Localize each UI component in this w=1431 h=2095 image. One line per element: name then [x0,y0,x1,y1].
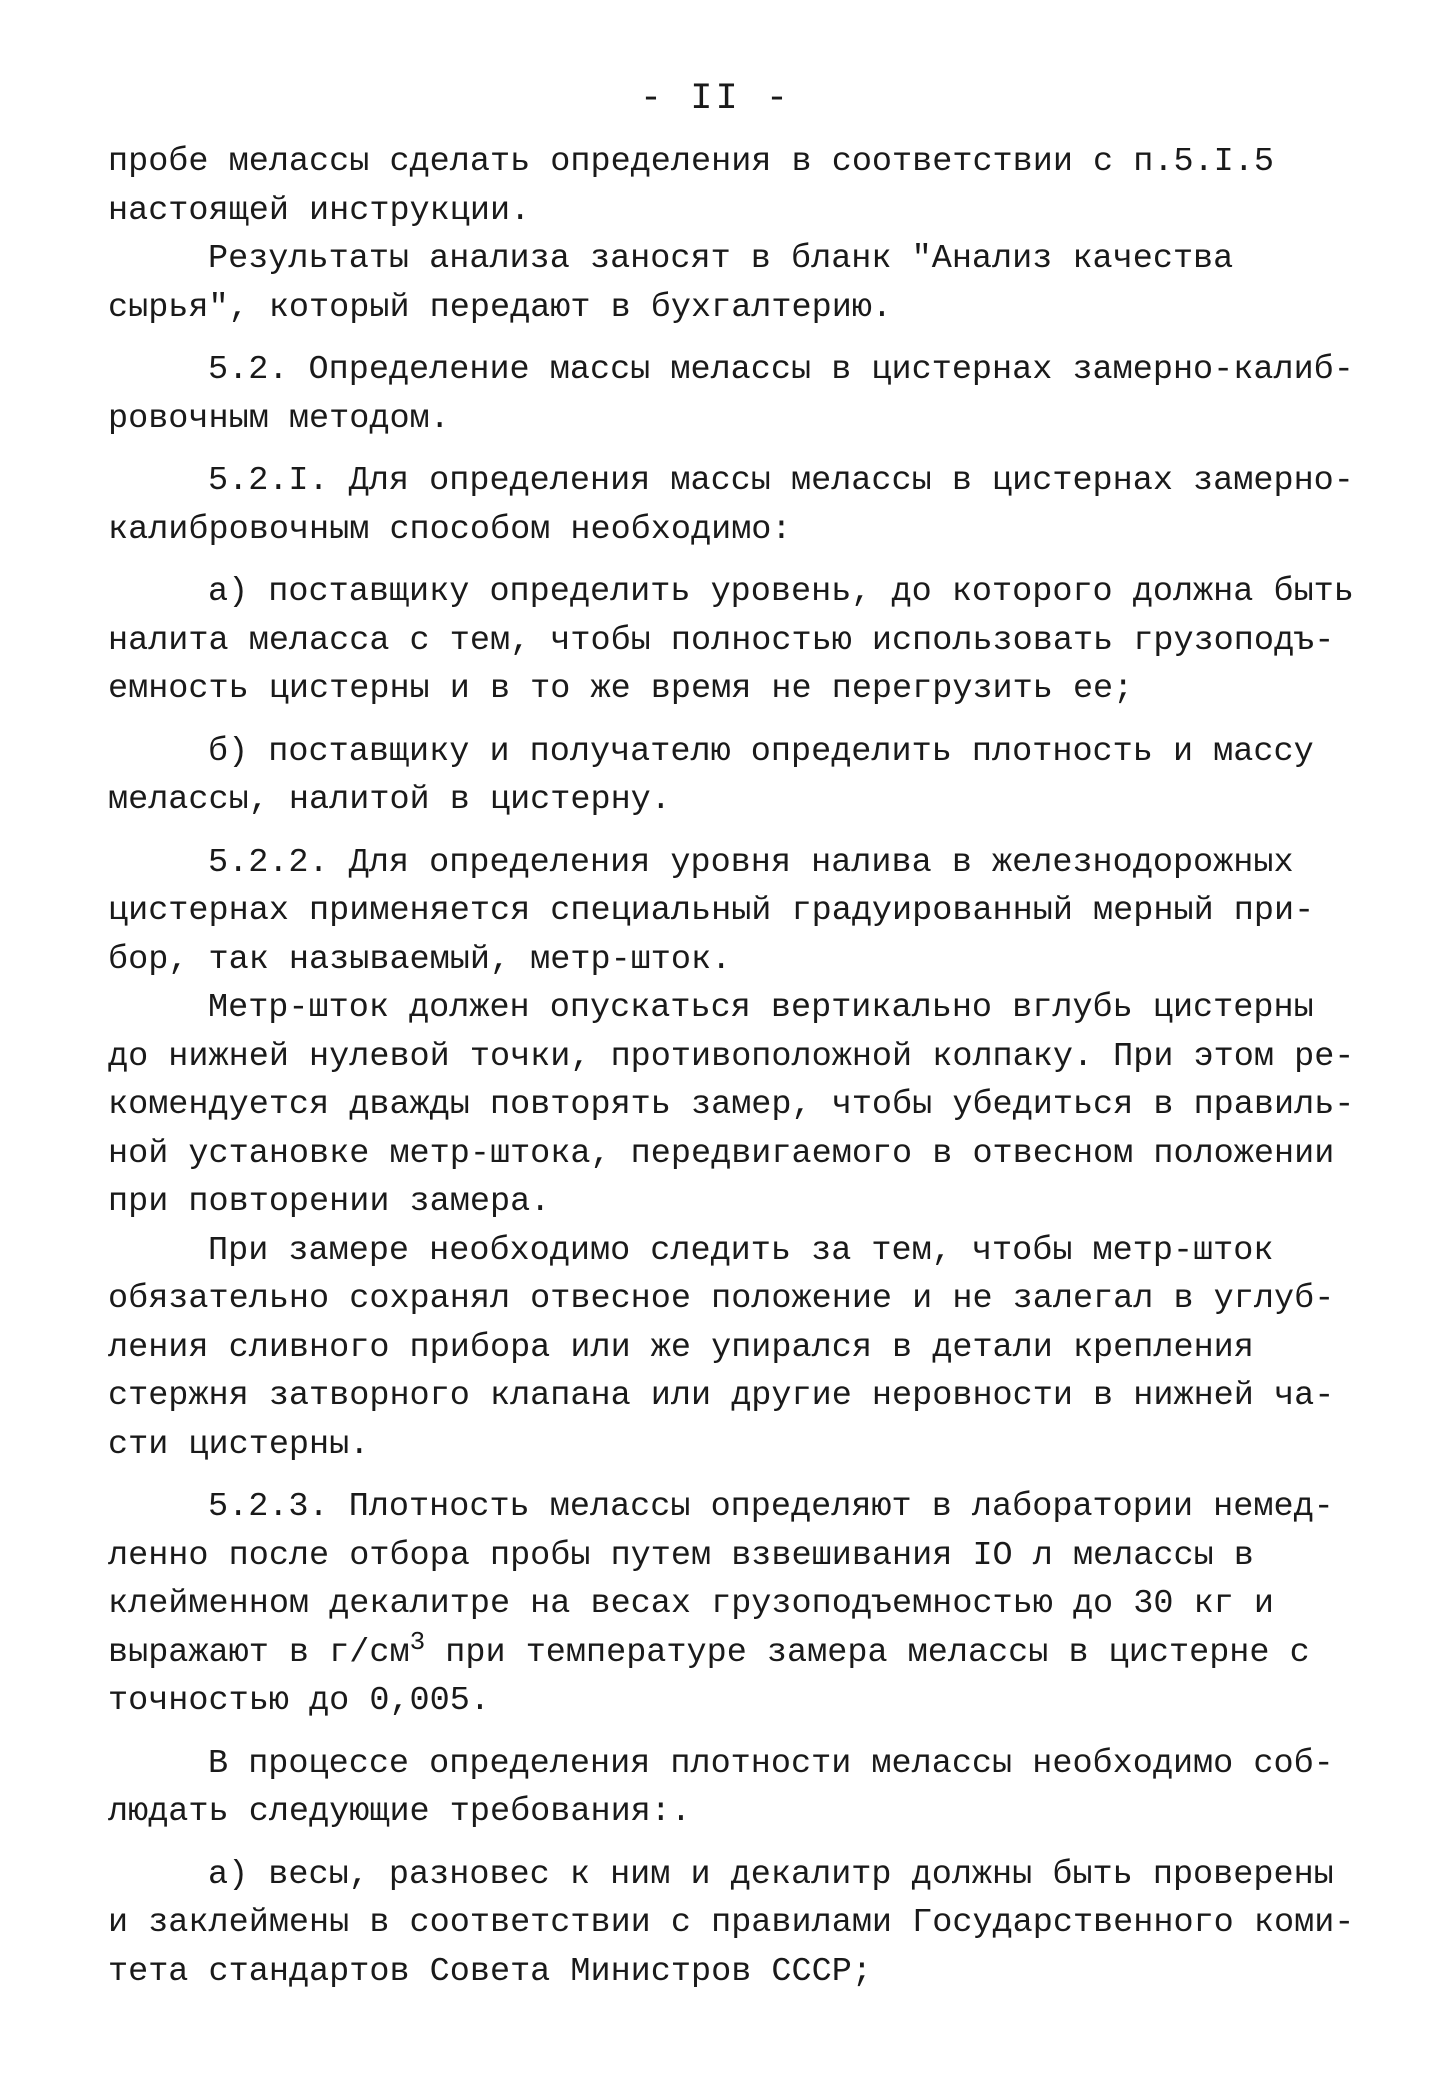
text-line [108,665,1338,714]
superscript: 3 [409,1626,426,1657]
text-line-content: а) поставщику определить уровень, до которого должна быть [208,573,1354,611]
text-line [108,728,1338,777]
text-line [108,346,1354,395]
text-line-content: мелассы, налитой в цистерну. [108,781,671,819]
text-line-continuation: при температуре замера мелассы в цистерне с [425,1633,1310,1672]
text-line-content: при повторении замера. [108,1183,551,1221]
text-line [108,568,1354,617]
text-line [108,1324,1338,1373]
text-line-content: ной установке метр-штока, передвигаемого в отвесном положении [108,1134,1335,1173]
text-line-content: Метр-шток должен опускаться вертикально вглубь цистерны [208,989,1314,1027]
text-line [108,284,1338,333]
text-line [108,1899,1355,1948]
text-line [108,984,1338,1033]
text-line-content: сти цистерны. [108,1425,370,1464]
text-line [108,1626,1338,1678]
text-line-content: цистернах применяется специальный градуированный мерный при- [108,892,1315,930]
text-line [108,1788,1338,1837]
text-line [108,457,1354,506]
text-line [108,887,1338,936]
text-line [108,1081,1355,1130]
text-line [108,1948,1338,1997]
text-line [108,395,1338,444]
text-line-content: Результаты анализа заносят в бланк "Анализ качества [208,240,1234,278]
text-line-content: 5.2.I. Для определения массы мелассы в цистернах замерно- [208,462,1354,500]
text-line-content: б) поставщику и получателю определить плотность и массу [208,732,1314,771]
text-line-content: емность цистерны и в то же время не перегрузить ее; [108,670,1134,708]
text-line [108,187,1338,236]
text-line-content: 5.2.2. Для определения уровня налива в железнодорожных [208,843,1294,882]
text-line-content: настоящей инструкции. [108,191,531,230]
text-line [108,1740,1338,1789]
text-line [108,839,1338,888]
text-line-content: ления сливного прибора или же упирался в детали крепления [108,1328,1254,1367]
text-line-content: ленно после отбора пробы путем взвешивания IO л мелассы в [108,1536,1254,1575]
text-line [108,1421,1338,1470]
text-line [108,138,1338,187]
text-line [108,1275,1338,1324]
text-line-content: комендуется дважды повторять замер, чтобы убедиться в правиль- [108,1086,1355,1124]
body-text [108,138,1355,1996]
text-line-content: пробе мелассы сделать определения в соответствии с п.5.I.5 [108,143,1274,181]
text-line [108,617,1338,666]
text-line [108,1130,1338,1179]
text-line-content: выражают в г/см [108,1633,410,1672]
text-line-content: до нижней нулевой точки, противоположной колпаку. При этом ре- [108,1037,1355,1076]
text-line [108,1227,1338,1276]
text-line-content: людать следующие требования:. [108,1793,691,1831]
text-line [108,776,1338,825]
text-line-content: При замере необходимо следить за тем, чтобы метр-шток [208,1231,1274,1270]
text-line-content: а) весы, разновес к ним и декалитр должны быть проверены [208,1855,1334,1894]
text-line [108,1178,1338,1227]
text-line-content: стержня затворного клапана или другие неровности в нижней ча- [108,1377,1335,1415]
text-line-content: тета стандартов Совета Министров СССР; [108,1952,872,1991]
text-line-content: бор, так называемый, метр-шток. [108,940,732,979]
text-line-content: 5.2. Определение массы мелассы в цистернах замерно-калиб- [208,351,1354,389]
text-line-content: 5.2.3. Плотность мелассы определяют в лаборатории немед- [208,1488,1334,1526]
text-line [108,1677,1338,1726]
text-line [108,1532,1338,1581]
text-line-content: ровочным методом. [108,399,450,438]
text-line-content: В процессе определения плотности мелассы необходимо соб- [208,1744,1334,1783]
text-line [108,1851,1338,1900]
text-line-content: и заклеймены в соответствии с правилами Государственного коми- [108,1904,1355,1942]
text-line [108,235,1338,284]
text-line [108,1372,1338,1421]
text-line-content: клейменном декалитре на весах грузоподъемностью до 30 кг и [108,1585,1274,1623]
text-line [108,1033,1355,1082]
page-number: - II - [639,78,792,120]
text-line-content: сырья", который передают в бухгалтерию. [108,288,893,327]
text-line [108,936,1338,985]
text-line-content: обязательно сохранял отвесное положение и не залегал в углуб- [108,1280,1335,1318]
text-line [108,506,1338,555]
text-line [108,1580,1338,1629]
text-line-content: точностью до 0,005. [108,1682,490,1720]
text-line [108,1483,1338,1532]
text-line-content: калибровочным способом необходимо: [108,510,792,549]
text-line-content: налита меласса с тем, чтобы полностью использовать грузоподъ- [108,621,1335,660]
